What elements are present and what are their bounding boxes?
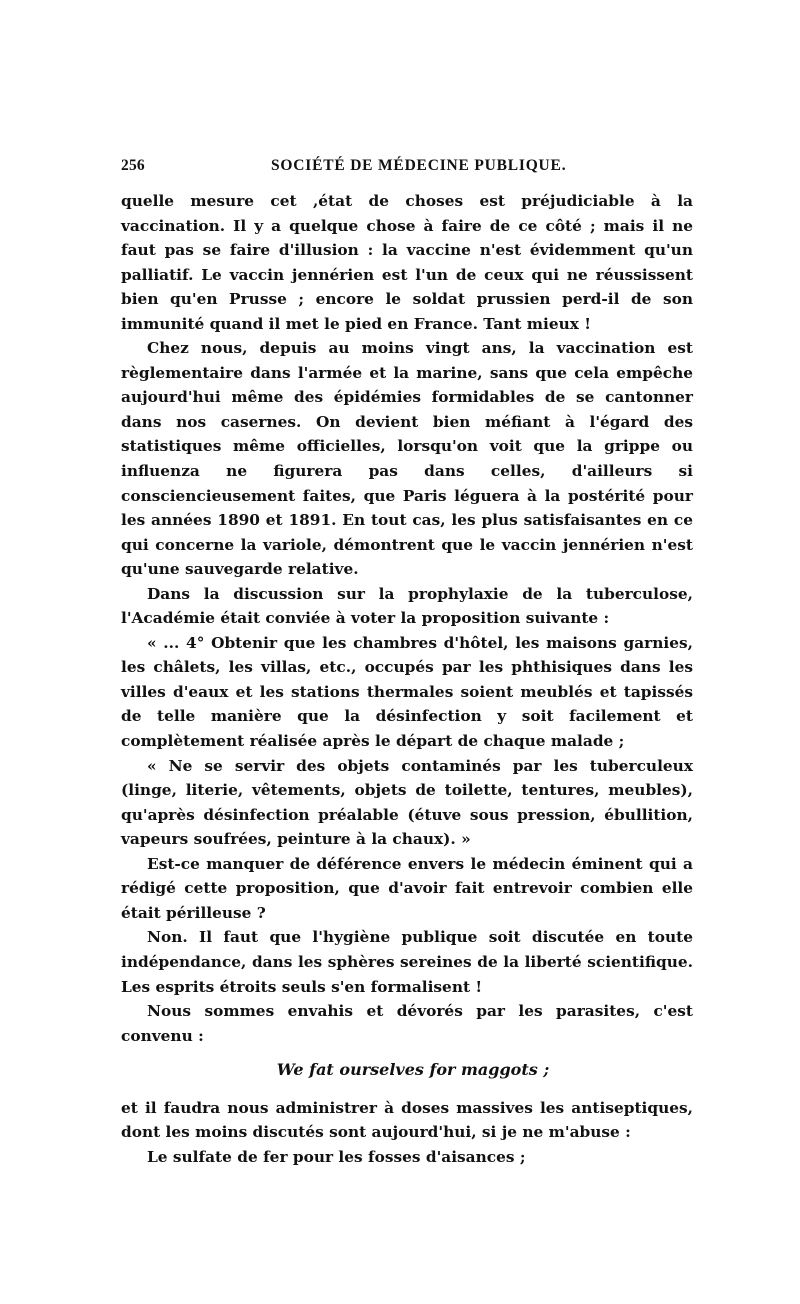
paragraph-tuberculosis-discussion: Dans la discussion sur la prophylaxie de la tuberculose, l'Académie était conviée à voter la proposition suivante :: [121, 584, 693, 628]
running-head: [121, 157, 693, 181]
page-number: 256: [121, 157, 145, 174]
paragraph-iron-sulfate: Le sulfate de fer pour les fosses d'aisances ;: [147, 1147, 526, 1166]
paragraph-proposition-point-4: « ... 4° Obtenir que les chambres d'hôtel, les maisons garnies, les châlets, les villas, etc., occupés par les phthisiques dans les villes d'eaux et les stations thermales soient meublés et tapissés de telle manière que la désinfection y soit facilement et complètement réalisée après le départ de chaque malade ;: [121, 633, 693, 751]
paragraph-antiseptics: et il faudra nous administrer à doses massives les antiseptiques, dont les moins discutés sont aujourd'hui, si je ne m'abuse :: [121, 1098, 693, 1142]
paragraph-army-vaccination: Chez nous, depuis au moins vingt ans, la vaccination est règlementaire dans l'armée et la marine, sans que cela empêche aujourd'hui même des épidémies formidables de se cantonner dans nos casernes. On devient bien méfiant à l'égard des statistiques même officielles, lorsqu'on voit que la grippe ou influenza ne figurera pas dans celles, d'ailleurs si consciencieusement faites, que Paris léguera à la postérité pour les années 1890 et 1891. En tout cas, les plus satisfaisantes en ce qui concerne la variole, démontrent que le vaccin jennérien n'est qu'une sauvegarde relative.: [121, 339, 693, 579]
paragraph-deference-question: Est-ce manquer de déférence envers le médecin éminent qui a rédigé cette proposition, que d'avoir fait entrevoir combien elle était périlleuse ?: [121, 854, 693, 922]
paragraph-vaccination-intro: quelle mesure cet ,état de choses est préjudiciable à la vaccination. Il y a quelque chose à faire de ce côté ; mais il ne faut pas se faire d'illusion : la vaccine n'est évidemment qu'un palliatif. Le vaccin jennérien est l'un de ceux qui ne réussissent bien qu'en Prusse ; encore le soldat prussien perd-il de son immunité quand il met le pied en France. Tant mieux !: [121, 192, 693, 333]
page-header-title: SOCIÉTÉ DE MÉDECINE PUBLIQUE.: [271, 157, 567, 174]
paragraph-independence: Non. Il faut que l'hygiène publique soit discutée en toute indépendance, dans les sphères sereines de la liberté scientifique. Les esprits étroits seuls s'en formalisent !: [121, 928, 693, 996]
paragraph-parasites: Nous sommes envahis et dévorés par les parasites, c'est convenu :: [121, 1002, 693, 1045]
english-quote: We fat ourselves for maggots ;: [276, 1060, 550, 1080]
body-text: [121, 189, 693, 1169]
paragraph-contaminated-objects: « Ne se servir des objets contaminés par les tuberculeux (linge, literie, vêtements, objets de toilette, tentures, meubles), qu'après désinfection préalable (étuve sous pression, ébullition, vapeurs soufrées, peinture à la chaux). »: [121, 756, 693, 849]
